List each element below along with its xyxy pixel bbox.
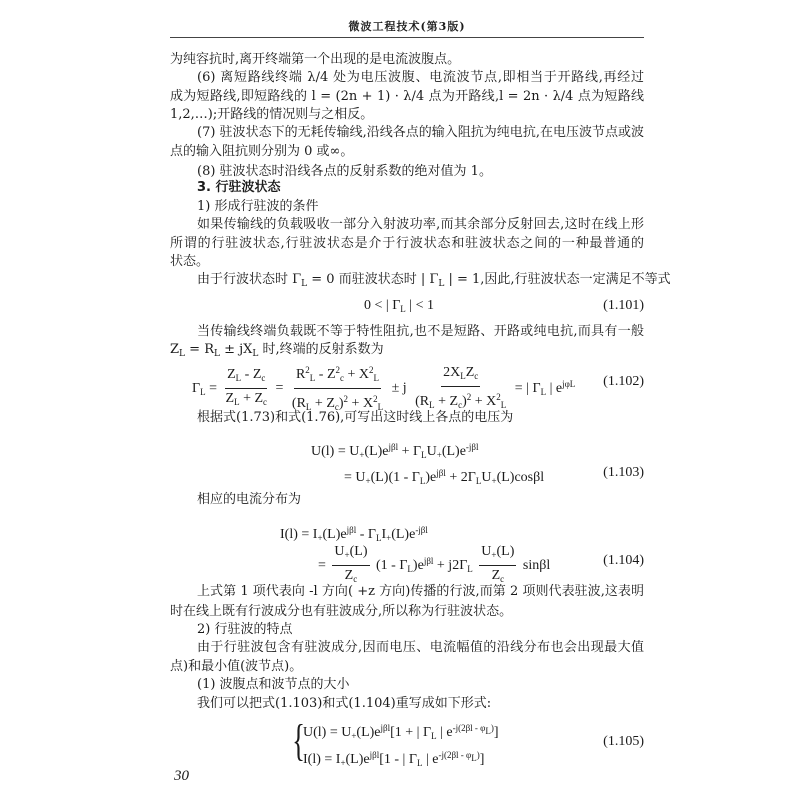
denominator: $(R_L + Z_c)^2 + X^2_L$	[415, 391, 507, 410]
eq-rhs: = | $\Gamma_L$ | $e^{j\varphi L}$	[514, 378, 576, 397]
text-line: 相应的电流分布为	[197, 492, 302, 507]
text-line: 根据式(1.73)和式(1.76),可写出这时线上各点的电压为	[197, 410, 514, 425]
equals: =	[275, 380, 284, 396]
fraction	[224, 365, 270, 412]
text-line: 成为短路线,即短路线的 l = (2n + 1) · λ/4 点为开路线,l = 2n · λ/4 点为短路线	[170, 89, 644, 104]
eq-middle: $(1 - \Gamma_L)e^{j\beta l} + j2\Gamma_L$	[376, 556, 473, 574]
equation-1-105-i: $I(l) = I_+(L)e^{j\beta l}[1$ - | $\Gamma_L$ | $e^{-j(2\beta l - \varphi_L)}$]	[303, 750, 485, 768]
denominator: $Z_c$	[491, 568, 505, 585]
text-line: (1) 波腹点和波节点的大小	[197, 677, 350, 692]
equation-1-104-line1: $I(l) = I_+(L)e^{j\beta l} - \Gamma_LI_+(L)e^{-j\beta l}$	[280, 525, 428, 543]
text-line: 我们可以把式(1.103)和式(1.104)重写成如下形式:	[197, 696, 492, 711]
text-line: 点)和最小值(波节点)。	[170, 659, 303, 674]
text-line: 由于行波状态时 $\Gamma_L = 0$ 而驻波状态时 | $\Gamma_L$ | = 1,因此,行驻波状态一定满足不等式	[197, 272, 671, 289]
text-line: 由于行驻波包含有驻波成分,因而电压、电流幅值的沿线分布也会出现最大值	[197, 640, 644, 655]
text-line: (8) 驻波状态时沿线各点的反射系数的绝对值为 1。	[197, 164, 492, 179]
page-number: 30	[174, 768, 189, 784]
fraction	[413, 363, 508, 415]
text-line: 如果传输线的负载吸收一部分入射波功率,而其余部分反射回去,这时在线上形	[197, 217, 644, 232]
header-rule	[170, 37, 644, 38]
text-line: 为纯容抗时,离开终端第一个出现的是电流波腹点。	[170, 52, 461, 67]
equation-1-103-line2: = $U_+(L)(1 - \Gamma_L)e^{j\beta l} + 2\Gamma_LU_+(L)\cos\beta l$	[344, 468, 545, 486]
text-line: 点的输入阻抗则分别为 0 或∞。	[170, 144, 354, 159]
eq-tail: sinβl	[522, 558, 551, 573]
numerator: $U_+(L)$	[332, 542, 369, 566]
numerator: $Z_L - Z_c$	[225, 365, 267, 389]
text-line: 状态。	[170, 254, 210, 269]
numerator: $U_+(L)$	[479, 542, 516, 566]
text-line: 1,2,…);开路线的情况则与之相反。	[170, 107, 374, 122]
left-brace: {	[292, 716, 305, 765]
subsection-heading: 2) 行驻波的特点	[197, 622, 293, 637]
running-header: 微波工程技术(第3版)	[348, 20, 466, 33]
text-line: (7) 驻波状态下的无耗传输线,沿线各点的输入阻抗为纯电抗,在电压波节点或波	[197, 125, 644, 140]
denominator: $Z_c$	[344, 568, 358, 585]
text-line: $Z_L = R_L \pm jX_L$ 时,终端的反射系数为	[170, 342, 384, 359]
plus-minus-j: ± j	[391, 380, 407, 396]
equation-number: (1.104)	[603, 553, 644, 568]
equation-number: (1.101)	[603, 298, 644, 313]
section-heading: 3. 行驻波状态	[197, 180, 281, 195]
equation-number: (1.102)	[603, 374, 644, 389]
equation-1-101: 0 < | $\Gamma_L$ | < 1	[364, 298, 434, 314]
text-line: (6) 离短路线终端 λ/4 处为电压波腹、电流波节点,即相当于开路线,再经过	[197, 70, 644, 85]
equation-1-105-u: $U(l) = U_+(L)e^{j\beta l}[1$ + | $\Gamma_L$ | $e^{-j(2\beta l - \varphi_L)}$]	[303, 723, 499, 741]
text-line: 所谓的行驻波状态,行驻波状态是介于行波状态和驻波状态之间的一种最普通的	[170, 236, 644, 251]
text-line: 上式第 1 项代表向 -l 方向( +z 方向)传播的行波,而第 2 项则代表驻波,这表明	[197, 584, 644, 599]
eq-lhs: $\Gamma_L$ =	[192, 380, 217, 397]
equation-number: (1.103)	[603, 465, 644, 480]
denominator: $Z_L + Z_c$	[225, 391, 268, 407]
equation-number: (1.105)	[603, 734, 644, 749]
numerator: $2X_LZ_c$	[441, 363, 480, 387]
text-line: 当传输线终端负载既不等于特性阻抗,也不是短路、开路或纯电抗,而具有一般	[197, 324, 644, 339]
text-line: 时在线上既有行波成分也有驻波成分,所以称为行驻波状态。	[170, 604, 513, 619]
numerator: $R^2_L - Z^2_c + X^2_L$	[294, 360, 381, 389]
equals: =	[318, 558, 326, 573]
subsection-heading: 1) 形成行驻波的条件	[197, 199, 319, 214]
equation-1-103-line1: $U(l) = U_+(L)e^{j\beta l} + \Gamma_LU_+(L)e^{-j\beta l}$	[311, 442, 479, 460]
denominator: $(R_L + Z_c)^2 + X^2_L$	[291, 394, 384, 412]
